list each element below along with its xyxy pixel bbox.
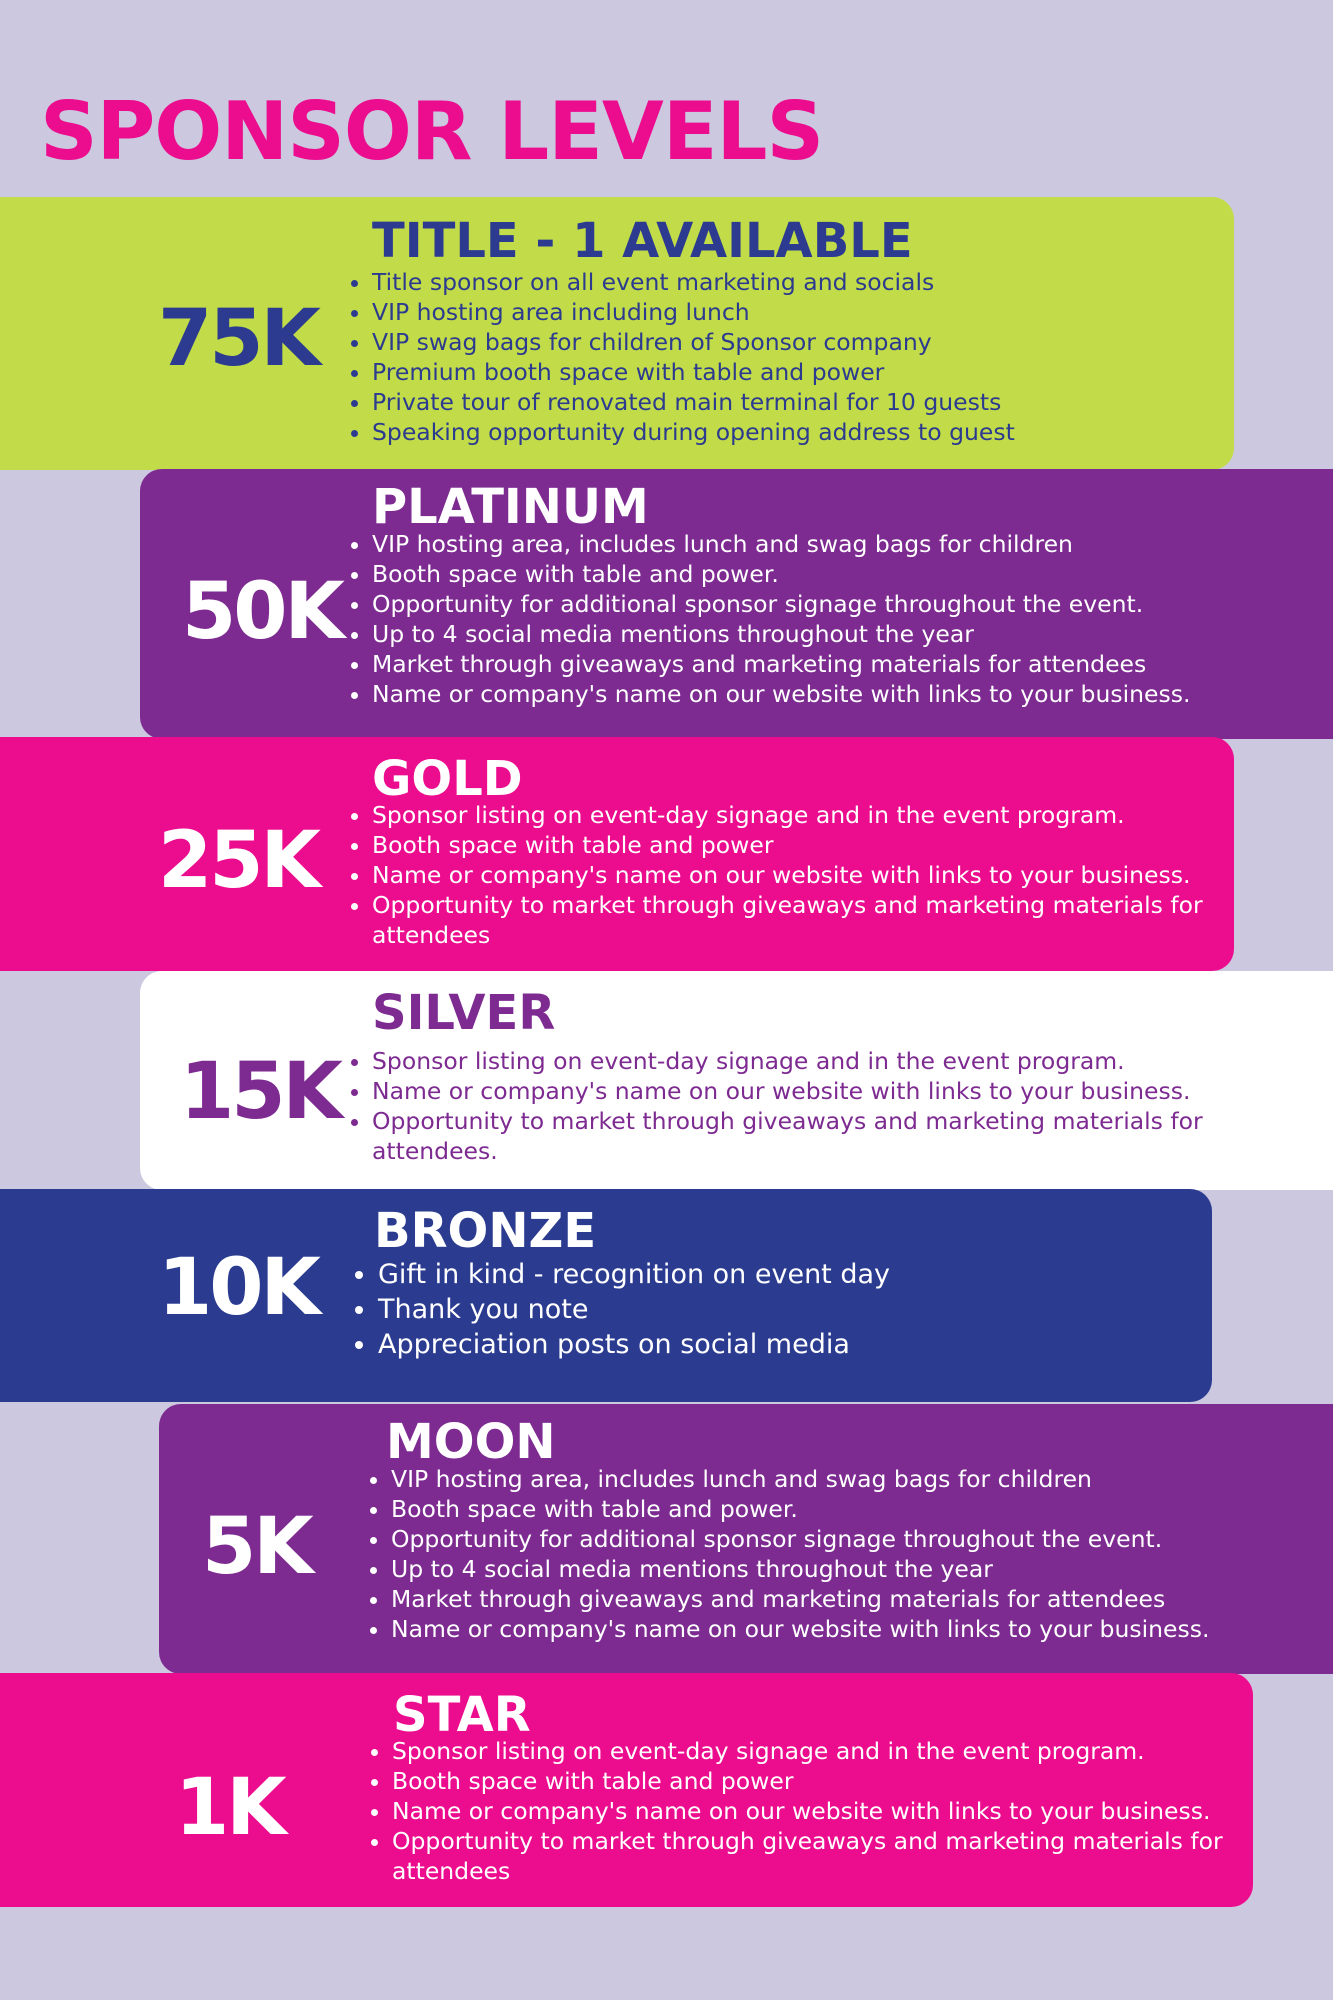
list-item: • VIP swag bags for children of Sponsor company bbox=[372, 327, 1192, 357]
list-item: • Opportunity to market through giveaways and marketing materials for attendees bbox=[372, 890, 1242, 950]
level-amount: 50K bbox=[182, 567, 342, 657]
list-item: • VIP hosting area including lunch bbox=[372, 297, 1192, 327]
list-item: • Name or company's name on our website with links to your business. bbox=[372, 1076, 1272, 1106]
level-name: PLATINUM bbox=[372, 479, 649, 535]
level-amount: 10K bbox=[158, 1243, 318, 1333]
list-item: • Premium booth space with table and power bbox=[372, 357, 1192, 387]
list-item: • Gift in kind - recognition on event day bbox=[378, 1257, 1178, 1292]
sponsor-level-bronze bbox=[0, 1189, 1212, 1402]
level-name: BRONZE bbox=[374, 1203, 597, 1259]
list-item: • Sponsor listing on event-day signage and in the event program. bbox=[372, 1046, 1272, 1076]
list-item: • Booth space with table and power bbox=[392, 1766, 1262, 1796]
level-amount: 75K bbox=[158, 294, 318, 384]
list-item: • VIP hosting area, includes lunch and swag bags for children bbox=[372, 529, 1333, 559]
perk-list bbox=[350, 529, 1333, 709]
sponsor-level-star bbox=[0, 1673, 1253, 1907]
list-item: • Market through giveaways and marketing materials for attendees bbox=[372, 649, 1333, 679]
level-name: GOLD bbox=[372, 751, 523, 807]
list-item: • VIP hosting area, includes lunch and swag bags for children bbox=[391, 1464, 1333, 1494]
level-amount: 5K bbox=[202, 1502, 311, 1592]
list-item: • Private tour of renovated main terminal for 10 guests bbox=[372, 387, 1192, 417]
list-item: • Booth space with table and power. bbox=[372, 559, 1333, 589]
level-amount: 1K bbox=[175, 1763, 284, 1853]
level-name: TITLE - 1 AVAILABLE bbox=[372, 213, 913, 269]
perk-list bbox=[350, 1046, 1272, 1166]
level-name: MOON bbox=[386, 1414, 556, 1470]
list-item: • Thank you note bbox=[378, 1292, 1178, 1327]
list-item: • Opportunity for additional sponsor signage throughout the event. bbox=[391, 1524, 1333, 1554]
list-item: • Booth space with table and power. bbox=[391, 1494, 1333, 1524]
level-name: SILVER bbox=[372, 985, 556, 1041]
sponsor-level-title bbox=[0, 197, 1234, 470]
list-item: • Up to 4 social media mentions throughout the year bbox=[391, 1554, 1333, 1584]
level-amount: 25K bbox=[158, 816, 318, 906]
list-item: • Opportunity to market through giveaways and marketing materials for attendees. bbox=[372, 1106, 1272, 1166]
list-item: • Booth space with table and power bbox=[372, 830, 1242, 860]
perk-list bbox=[350, 800, 1242, 950]
perk-list bbox=[356, 1257, 1178, 1362]
sponsor-level-platinum bbox=[140, 469, 1333, 739]
sponsor-level-moon bbox=[159, 1404, 1333, 1674]
perk-list bbox=[350, 267, 1192, 447]
list-item: • Sponsor listing on event-day signage and in the event program. bbox=[392, 1736, 1262, 1766]
page-title: SPONSOR LEVELS bbox=[40, 85, 824, 178]
list-item: • Market through giveaways and marketing materials for attendees bbox=[391, 1584, 1333, 1614]
list-item: • Name or company's name on our website with links to your business. bbox=[392, 1796, 1262, 1826]
level-name: STAR bbox=[393, 1687, 531, 1743]
list-item: • Opportunity to market through giveaways and marketing materials for attendees bbox=[392, 1826, 1262, 1886]
perk-list bbox=[370, 1736, 1262, 1886]
list-item: • Name or company's name on our website with links to your business. bbox=[372, 860, 1242, 890]
list-item: • Appreciation posts on social media bbox=[378, 1327, 1178, 1362]
sponsor-level-gold bbox=[0, 737, 1234, 971]
perk-list bbox=[369, 1464, 1333, 1644]
sponsor-level-silver bbox=[140, 971, 1333, 1190]
list-item: • Sponsor listing on event-day signage and in the event program. bbox=[372, 800, 1242, 830]
list-item: • Speaking opportunity during opening address to guest bbox=[372, 417, 1192, 447]
list-item: • Name or company's name on our website with links to your business. bbox=[372, 679, 1333, 709]
level-amount: 15K bbox=[180, 1047, 340, 1137]
list-item: • Name or company's name on our website with links to your business. bbox=[391, 1614, 1333, 1644]
list-item: • Opportunity for additional sponsor signage throughout the event. bbox=[372, 589, 1333, 619]
list-item: • Up to 4 social media mentions throughout the year bbox=[372, 619, 1333, 649]
list-item: • Title sponsor on all event marketing and socials bbox=[372, 267, 1192, 297]
